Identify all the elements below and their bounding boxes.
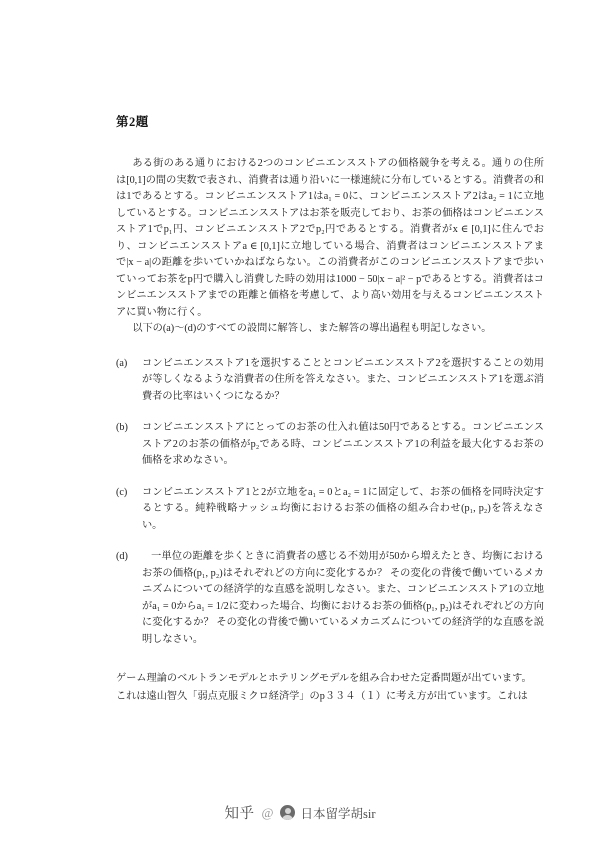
question-label: (d): [116, 551, 128, 563]
intro-paragraph-2: 以下の(a)〜(d)のすべての設問に解答し、また解答の導出過程も明記しなさい。: [132, 323, 492, 335]
zhihu-logo: 知乎: [224, 806, 255, 822]
question-label: (b): [116, 422, 128, 434]
question-text: 一単位の距離を歩くときに消費者の感じる不効用が50から増えたとき、均衡におけるお茶の価格(p₁, p₂)はそれぞれどの方向に変化するか？ その変化の背後で働いているメカニズムについての経済学的な直感を説明しなさい。また、コンビニエンスストア1の立地がa₁ = 0からa₁ = 1/2に変わった場合、均衡におけるお茶の価格(p₁, p₂)はそれぞれどの方向に変化するか？ その変化の背後で働いているメカニズムについての経済学的な直感を説明しなさい。: [142, 551, 544, 645]
watermark-footer: [0, 802, 600, 823]
question-item: [116, 356, 544, 406]
page-title: 第2題: [116, 115, 149, 129]
author-name: 日本留学胡sir: [300, 806, 376, 821]
question-label: (a): [116, 357, 128, 369]
question-text: コンビニエンスストアにとってのお茶の仕入れ値は50円であるとする。コンビニエンスストア2のお茶の価格がp₂である時、コンビニエンスストア1の利益を最大化するお茶の価格を求めなさい。: [142, 422, 544, 467]
closing-paragraph-2: これは遠山智久「弱点克服ミクロ経済学」のp３３４（１）に考え方が出ています。これは: [116, 690, 528, 702]
intro-paragraph-1: ある街のある通りにおける2つのコンビニエンスストアの価格競争を考える。通りの住所は[0,1]の間の実数で表され、消費者は通り沿いに一様連続に分布しているとする。消費者の和は1であるとする。コンビニエンスストア1はa₁ = 0に、コンビニエンスストア2はa₂ = 1に立地しているとする。コンビニエンスストアはお茶を販売しており、お茶の価格はコンビニエンスストア1でp₁円、コンビニエンスストア2でp₂円であるとする。消費者がx ∈ [0,1]に住んでおり、コンビニエンスストアa ∈ [0,1]に立地している場合、消費者はコンビニエンスストアまで|x − a|の距離を歩いていかねばならない。この消費者がこのコンビニエンスストアまで歩いていってお茶をp円で購入し消費した時の効用は1000 − 50|x − a|² − pであるとする。消費者はコンビニエンスストアまでの距離と価格を考慮して、より高い効用を与えるコンビニエンスストアに買い物に行く。: [116, 158, 544, 318]
closing-section: [116, 670, 544, 705]
question-text: コンビニエンスストア1と2が立地をa₁ = 0とa₂ = 1に固定して、お茶の価格を同時決定するとする。純粋戦略ナッシュ均衡におけるお茶の価格の組み合わせ(p₁, p₂)を答えなさい。: [142, 486, 544, 531]
closing-paragraph-1: ゲーム理論のベルトランモデルとホテリングモデルを組み合わせた定番問題が出ています。: [116, 673, 532, 685]
author-credit: [280, 804, 375, 822]
question-item: [116, 549, 544, 648]
question-item: [116, 485, 544, 535]
footer-separator: @: [261, 804, 274, 820]
intro-section: [116, 156, 544, 338]
question-text: コンビニエンスストア1を選択することとコンビニエンスストア2を選択することの効用が等しくなるような消費者の住所を答えなさい。また、コンビニエンスストア1を選ぶ消費者の比率はいくつになるか？: [142, 357, 544, 402]
avatar: [280, 805, 295, 820]
question-label: (c): [116, 486, 128, 498]
question-item: [116, 420, 544, 470]
question-list: [116, 356, 544, 649]
